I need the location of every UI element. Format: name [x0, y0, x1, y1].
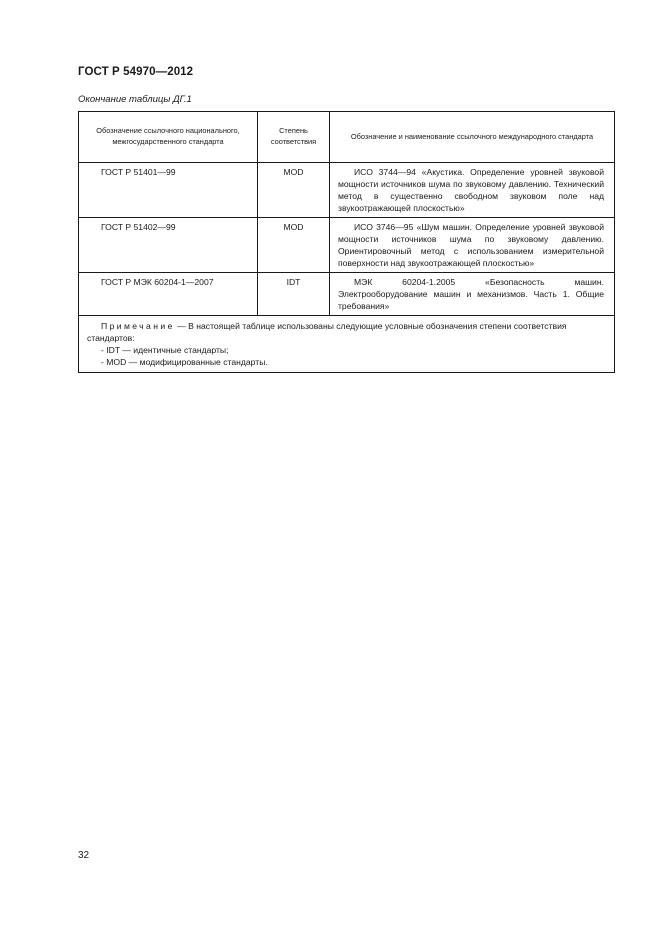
note-label: Примечание [101, 321, 175, 331]
note-text: — В настоящей таблице использованы следующие условные обозначения степени соответствия стандартов: [87, 321, 567, 343]
note-paragraph [87, 320, 606, 344]
table-caption: Окончание таблицы ДГ.1 [78, 94, 192, 105]
international-standard-text: МЭК 60204-1.2005 «Безопасность машин. Электрооборудование машин и механизмов. Часть 1. Общие требования» [338, 277, 604, 311]
degree-cell: MOD [258, 218, 330, 273]
international-standard-cell [330, 218, 615, 273]
international-standard-text: ИСО 3746—95 «Шум машин. Определение уровней звуковой мощности источников шума по звуковому давлению. Ориентировочный метод с использованием измерительной поверхности над звукоотражающей плоскостью» [338, 222, 604, 268]
degree-cell: IDT [258, 273, 330, 316]
national-standard-cell: ГОСТ Р МЭК 60204-1—2007 [79, 273, 258, 316]
reference-standards-table [78, 111, 615, 373]
document-title: ГОСТ Р 54970—2012 [78, 66, 194, 78]
national-standard-cell: ГОСТ Р 51402—99 [79, 218, 258, 273]
international-standard-cell [330, 273, 615, 316]
table-header-row [79, 112, 615, 163]
table-row [79, 218, 615, 273]
column-header-international: Обозначение и наименование ссылочного международного стандарта [330, 112, 615, 163]
column-header-national: Обозначение ссылочного национального, межгосударственного стандарта [79, 112, 258, 163]
page-number: 32 [78, 850, 90, 861]
note-item: - MOD — модифицированные стандарты. [101, 357, 268, 367]
national-standard-cell: ГОСТ Р 51401—99 [79, 163, 258, 218]
international-standard-cell [330, 163, 615, 218]
table-note [79, 316, 615, 373]
note-item: - IDT — идентичные стандарты; [101, 345, 229, 355]
degree-cell: MOD [258, 163, 330, 218]
table-row [79, 163, 615, 218]
table-row [79, 273, 615, 316]
table-note-row [79, 316, 615, 373]
international-standard-text: ИСО 3744—94 «Акустика. Определение уровней звуковой мощности источников шума по звуковому давлению. Технический метод в существенно свободном звуковом поле над звукоотражающей плоскостью» [338, 167, 604, 213]
column-header-degree: Степень соответствия [258, 112, 330, 163]
